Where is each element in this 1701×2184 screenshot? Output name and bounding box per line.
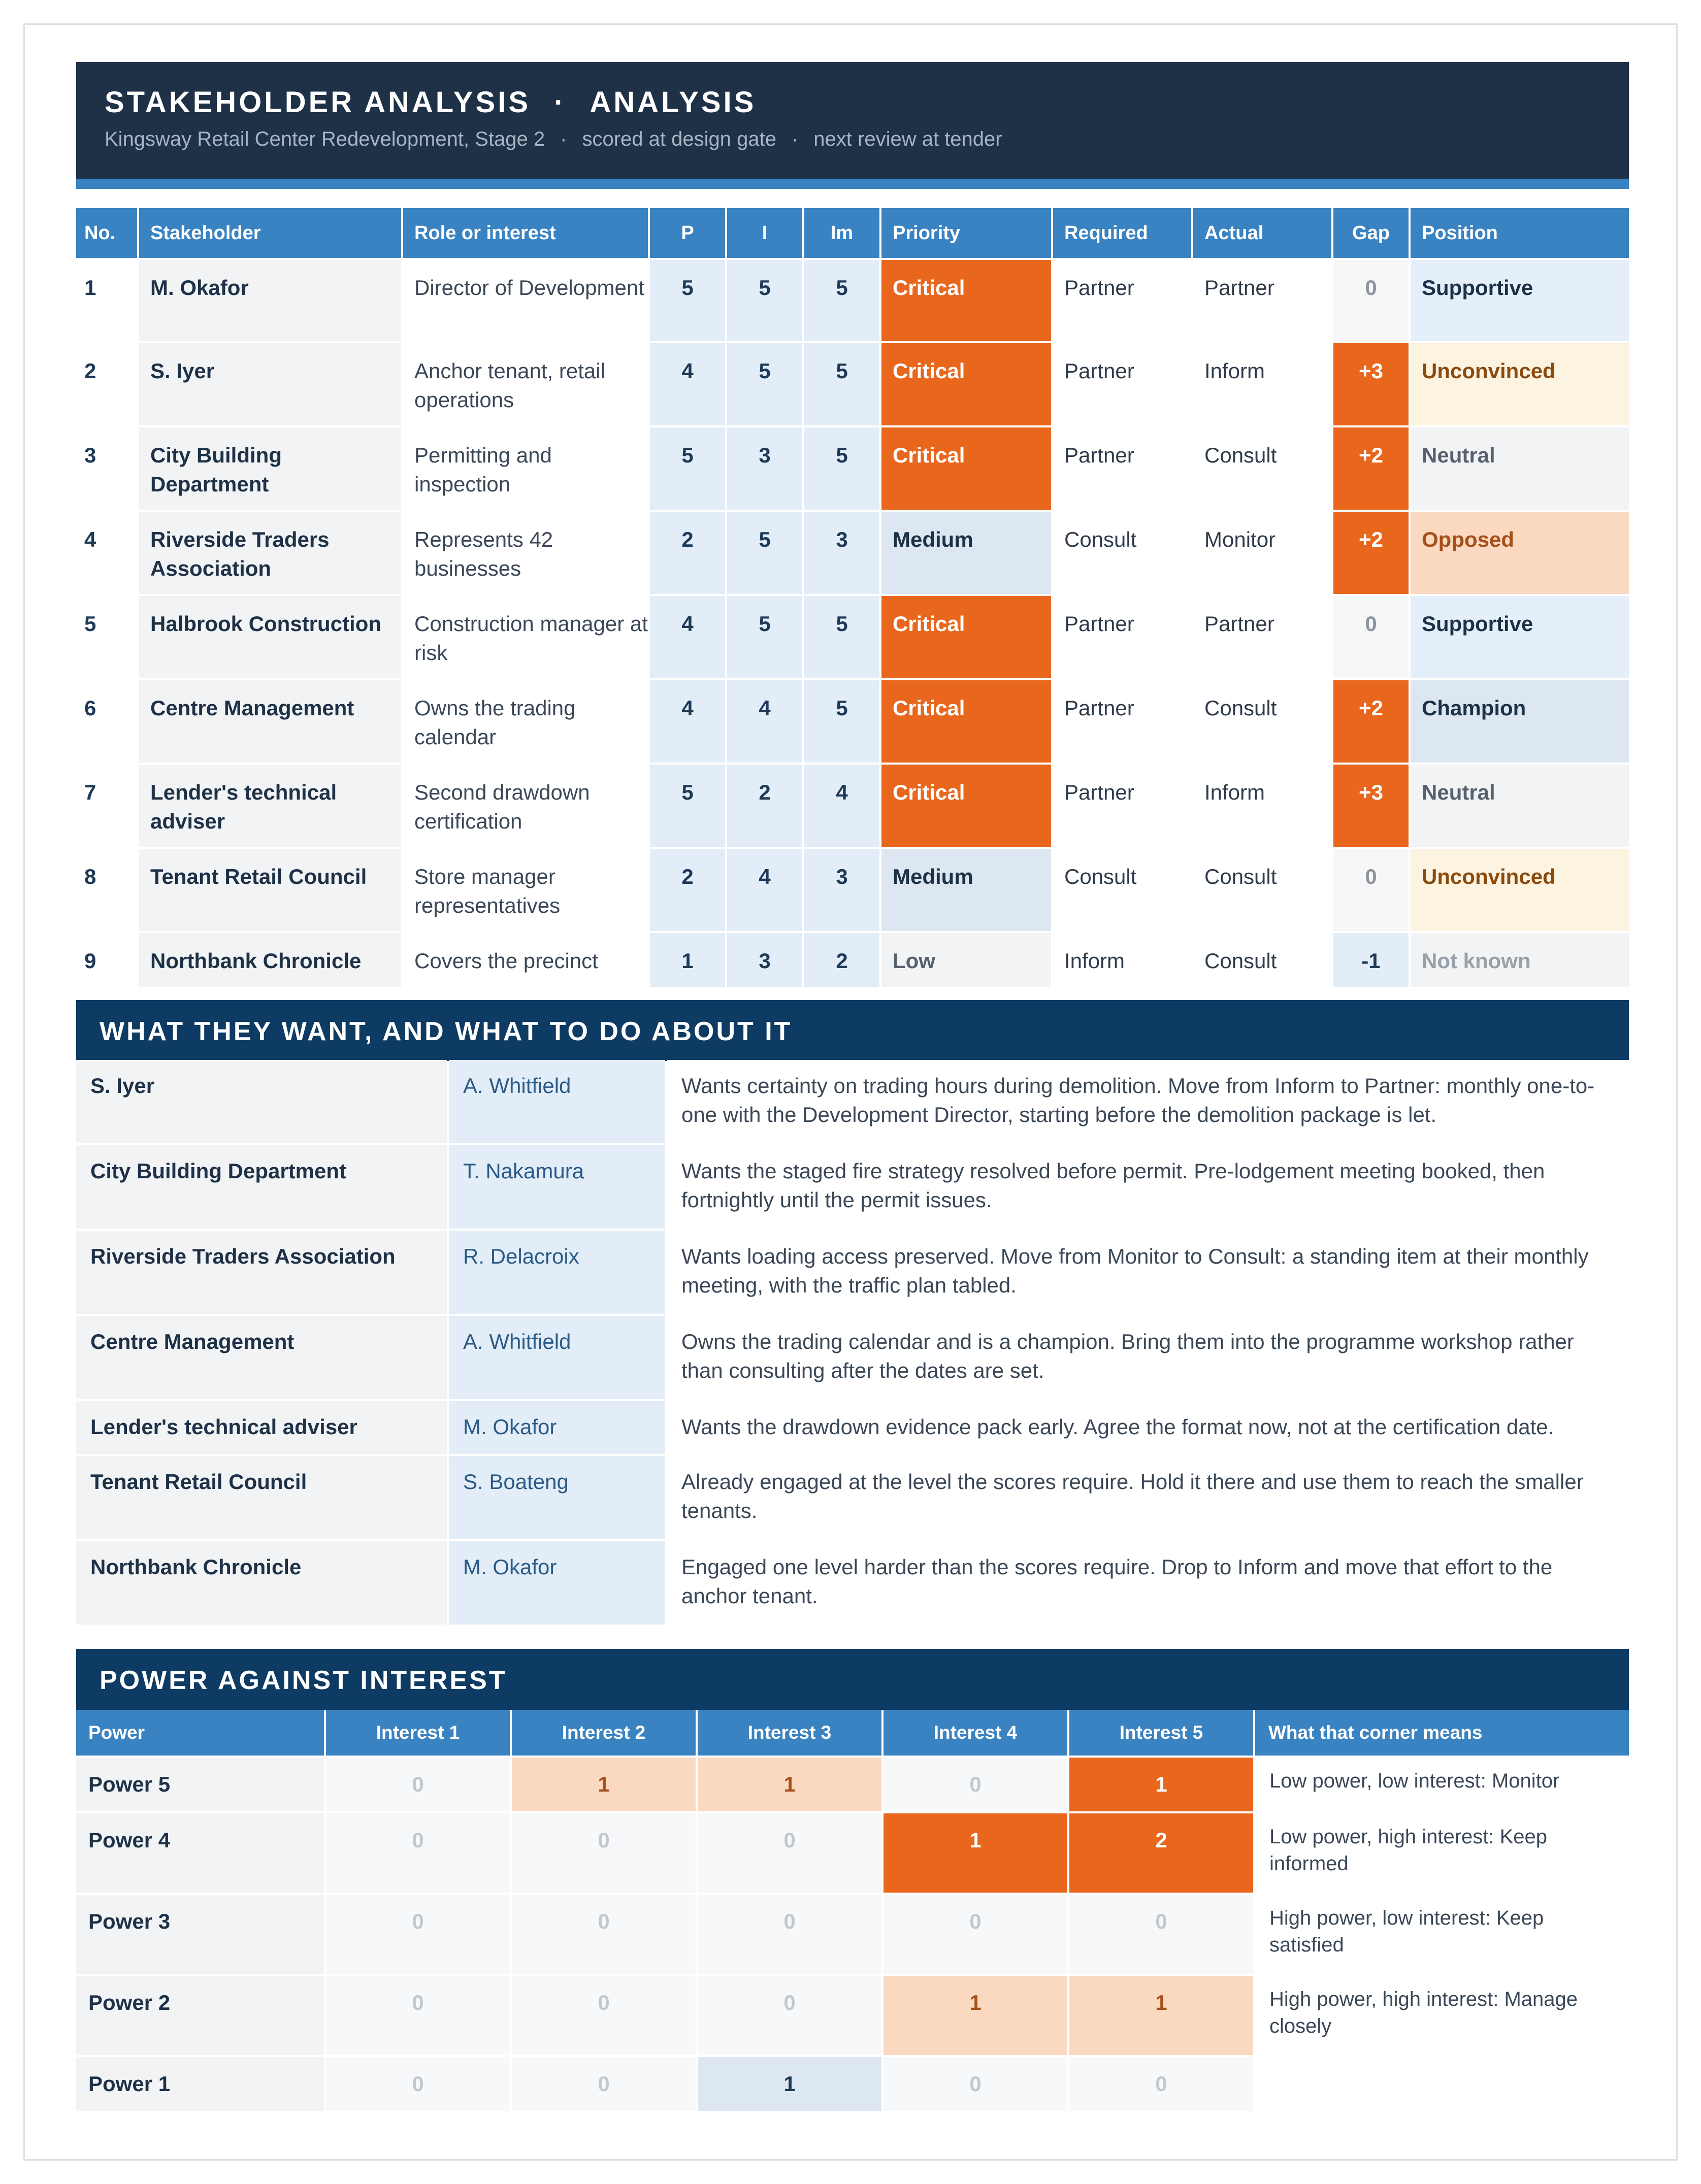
- title-separator: ·: [554, 86, 567, 119]
- register-cell-no: 3: [76, 427, 137, 510]
- register-cell-im: 3: [802, 849, 879, 931]
- grid-count-cell: 0: [324, 1813, 510, 1893]
- register-cell-name: Lender's technical adviser: [137, 765, 401, 847]
- register-cell-name: Riverside Traders Association: [137, 512, 401, 594]
- grid-count-cell: 0: [1067, 1895, 1253, 1974]
- register-cell-no: 5: [76, 596, 137, 678]
- action-stakeholder: Lender's technical adviser: [76, 1401, 447, 1454]
- action-stakeholder: Centre Management: [76, 1316, 447, 1399]
- register-column-header: Position: [1409, 208, 1629, 258]
- register-cell-position: Not known: [1409, 933, 1629, 987]
- register-cell-name: M. Okafor: [137, 260, 401, 341]
- action-text: Owns the trading calendar and is a champion. Bring them into the programme workshop rather than consulting after the dates are set.: [667, 1316, 1629, 1399]
- grid-section-title: POWER AGAINST INTEREST: [100, 1666, 507, 1695]
- wants-section-bar: [76, 1000, 1629, 1061]
- register-cell-actual: Consult: [1191, 427, 1331, 510]
- grid-row: [76, 1893, 1629, 1974]
- register-cell-required: Partner: [1051, 765, 1191, 847]
- grid-column-header: Interest 1: [324, 1710, 510, 1756]
- register-cell-im: 4: [802, 765, 879, 847]
- register-cell-gap: +3: [1331, 343, 1409, 425]
- register-cell-i: 4: [725, 680, 802, 763]
- actions-table: [76, 1060, 1629, 1625]
- project-name: Kingsway Retail Center Redevelopment, Stage 2: [105, 128, 545, 150]
- register-cell-required: Inform: [1051, 933, 1191, 987]
- register-cell-i: 4: [725, 849, 802, 931]
- grid-count-cell: 0: [881, 1758, 1067, 1811]
- register-cell-p: 4: [648, 596, 725, 678]
- grid-count-cell: 1: [510, 1758, 696, 1811]
- grid-count-cell: 0: [510, 1895, 696, 1974]
- grid-count-cell: 0: [510, 1976, 696, 2055]
- stakeholder-register-table: [76, 208, 1629, 987]
- register-row: [76, 341, 1629, 425]
- register-cell-im: 3: [802, 512, 879, 594]
- register-cell-i: 5: [725, 512, 802, 594]
- grid-corner-meaning: High power, high interest: Manage closely: [1253, 1976, 1629, 2055]
- grid-corner-meaning: Low power, high interest: Keep informed: [1253, 1813, 1629, 1893]
- register-row: [76, 594, 1629, 678]
- register-cell-gap: +2: [1331, 680, 1409, 763]
- register-cell-name: Tenant Retail Council: [137, 849, 401, 931]
- register-row: [76, 678, 1629, 763]
- page-title: [105, 85, 756, 119]
- grid-count-cell: 1: [881, 1976, 1067, 2055]
- register-column-header: Gap: [1331, 208, 1409, 258]
- register-cell-i: 3: [725, 427, 802, 510]
- register-cell-p: 2: [648, 849, 725, 931]
- grid-count-cell: 0: [510, 2057, 696, 2111]
- register-cell-required: Consult: [1051, 512, 1191, 594]
- register-cell-name: Northbank Chronicle: [137, 933, 401, 987]
- register-cell-name: Halbrook Construction: [137, 596, 401, 678]
- action-row: [76, 1060, 1629, 1143]
- register-row: [76, 258, 1629, 341]
- action-owner: R. Delacroix: [449, 1231, 665, 1314]
- grid-count-cell: 0: [324, 2057, 510, 2111]
- grid-count-cell: 0: [696, 1976, 881, 2055]
- scored-note: scored at design gate: [582, 128, 776, 150]
- register-cell-p: 2: [648, 512, 725, 594]
- page-subtitle: [105, 128, 1002, 151]
- grid-count-cell: 1: [881, 1813, 1067, 1893]
- register-column-header: Stakeholder: [137, 208, 401, 258]
- register-column-header: Actual: [1191, 208, 1331, 258]
- register-cell-no: 8: [76, 849, 137, 931]
- register-cell-role: Construction manager at risk: [401, 596, 648, 678]
- register-cell-no: 1: [76, 260, 137, 341]
- register-column-header: I: [725, 208, 802, 258]
- report-header: [76, 62, 1629, 189]
- register-cell-role: Anchor tenant, retail operations: [401, 343, 648, 425]
- action-row: [76, 1454, 1629, 1539]
- register-cell-priority: Low: [879, 933, 1051, 987]
- register-cell-required: Partner: [1051, 596, 1191, 678]
- grid-corner-meaning: Low power, low interest: Monitor: [1253, 1758, 1629, 1811]
- action-row: [76, 1229, 1629, 1314]
- register-cell-required: Consult: [1051, 849, 1191, 931]
- grid-count-cell: 0: [1067, 2057, 1253, 2111]
- grid-header-row: [76, 1710, 1629, 1756]
- register-cell-gap: 0: [1331, 849, 1409, 931]
- grid-column-header: What that corner means: [1253, 1710, 1629, 1756]
- grid-row: [76, 1756, 1629, 1811]
- action-stakeholder: Northbank Chronicle: [76, 1541, 447, 1625]
- grid-count-cell: 0: [324, 1758, 510, 1811]
- grid-row: [76, 1974, 1629, 2055]
- register-cell-role: Permitting and inspection: [401, 427, 648, 510]
- register-cell-priority: Critical: [879, 427, 1051, 510]
- register-cell-actual: Consult: [1191, 680, 1331, 763]
- register-column-header: Im: [802, 208, 879, 258]
- title-secondary: ANALYSIS: [590, 86, 757, 119]
- grid-power-label: Power 1: [76, 2057, 324, 2111]
- register-cell-role: Store manager representatives: [401, 849, 648, 931]
- register-row: [76, 931, 1629, 987]
- register-cell-i: 5: [725, 596, 802, 678]
- register-cell-name: Centre Management: [137, 680, 401, 763]
- register-cell-no: 7: [76, 765, 137, 847]
- grid-power-label: Power 4: [76, 1813, 324, 1893]
- register-cell-priority: Critical: [879, 596, 1051, 678]
- register-column-header: P: [648, 208, 725, 258]
- register-cell-required: Partner: [1051, 680, 1191, 763]
- register-cell-priority: Critical: [879, 260, 1051, 341]
- register-cell-actual: Partner: [1191, 596, 1331, 678]
- register-cell-p: 5: [648, 427, 725, 510]
- register-cell-gap: +3: [1331, 765, 1409, 847]
- grid-count-cell: 1: [1067, 1976, 1253, 2055]
- action-row: [76, 1314, 1629, 1399]
- action-owner: M. Okafor: [449, 1541, 665, 1625]
- register-cell-p: 5: [648, 765, 725, 847]
- action-stakeholder: City Building Department: [76, 1145, 447, 1229]
- grid-count-cell: 0: [510, 1813, 696, 1893]
- register-cell-position: Unconvinced: [1409, 849, 1629, 931]
- register-cell-gap: 0: [1331, 596, 1409, 678]
- register-cell-position: Opposed: [1409, 512, 1629, 594]
- register-cell-priority: Medium: [879, 512, 1051, 594]
- grid-column-header: Interest 3: [696, 1710, 881, 1756]
- register-cell-name: City Building Department: [137, 427, 401, 510]
- next-review-note: next review at tender: [813, 128, 1002, 150]
- register-header-row: [76, 208, 1629, 258]
- register-column-header: Required: [1051, 208, 1191, 258]
- register-cell-im: 5: [802, 427, 879, 510]
- grid-column-header: Interest 2: [510, 1710, 696, 1756]
- action-owner: A. Whitfield: [449, 1316, 665, 1399]
- register-cell-gap: +2: [1331, 427, 1409, 510]
- grid-power-label: Power 2: [76, 1976, 324, 2055]
- register-cell-gap: +2: [1331, 512, 1409, 594]
- register-cell-no: 6: [76, 680, 137, 763]
- grid-count-cell: 1: [696, 2057, 881, 2111]
- action-row: [76, 1539, 1629, 1625]
- grid-column-header: Interest 4: [881, 1710, 1067, 1756]
- power-interest-grid: [76, 1710, 1629, 2111]
- action-text: Wants the drawdown evidence pack early. Agree the format now, not at the certification date.: [667, 1401, 1629, 1454]
- action-text: Wants loading access preserved. Move from Monitor to Consult: a standing item at their monthly meeting, with the traffic plan tabled.: [667, 1231, 1629, 1314]
- grid-column-header: Interest 5: [1067, 1710, 1253, 1756]
- action-owner: S. Boateng: [449, 1456, 665, 1539]
- subtitle-separator: ·: [791, 128, 799, 150]
- register-cell-gap: 0: [1331, 260, 1409, 341]
- register-row: [76, 425, 1629, 510]
- register-cell-priority: Critical: [879, 765, 1051, 847]
- register-column-header: Role or interest: [401, 208, 648, 258]
- register-cell-priority: Critical: [879, 343, 1051, 425]
- header-accent-bar: [76, 179, 1629, 189]
- register-cell-i: 3: [725, 933, 802, 987]
- grid-count-cell: 0: [324, 1976, 510, 2055]
- register-column-header: Priority: [879, 208, 1051, 258]
- grid-count-cell: 0: [696, 1813, 881, 1893]
- register-cell-role: Director of Development: [401, 260, 648, 341]
- action-stakeholder: S. Iyer: [76, 1060, 447, 1143]
- grid-power-label: Power 3: [76, 1895, 324, 1974]
- grid-count-cell: 1: [1067, 1758, 1253, 1811]
- register-cell-required: Partner: [1051, 427, 1191, 510]
- grid-count-cell: 0: [881, 2057, 1067, 2111]
- register-cell-i: 2: [725, 765, 802, 847]
- register-cell-position: Unconvinced: [1409, 343, 1629, 425]
- register-cell-position: Neutral: [1409, 765, 1629, 847]
- action-text: Engaged one level harder than the scores require. Drop to Inform and move that effort to the anchor tenant.: [667, 1541, 1629, 1625]
- register-cell-im: 5: [802, 260, 879, 341]
- action-text: Wants the staged fire strategy resolved before permit. Pre-lodgement meeting booked, then fortnightly until the permit issues.: [667, 1145, 1629, 1229]
- register-cell-im: 5: [802, 680, 879, 763]
- action-row: [76, 1399, 1629, 1454]
- register-cell-required: Partner: [1051, 260, 1191, 341]
- register-row: [76, 510, 1629, 594]
- register-cell-actual: Inform: [1191, 765, 1331, 847]
- register-cell-actual: Partner: [1191, 260, 1331, 341]
- register-cell-actual: Consult: [1191, 849, 1331, 931]
- register-cell-role: Represents 42 businesses: [401, 512, 648, 594]
- register-cell-i: 5: [725, 343, 802, 425]
- grid-power-label: Power 5: [76, 1758, 324, 1811]
- grid-count-cell: 0: [696, 1895, 881, 1974]
- register-cell-no: 9: [76, 933, 137, 987]
- register-cell-actual: Inform: [1191, 343, 1331, 425]
- register-row: [76, 847, 1629, 931]
- grid-count-cell: 2: [1067, 1813, 1253, 1893]
- register-cell-priority: Critical: [879, 680, 1051, 763]
- register-cell-name: S. Iyer: [137, 343, 401, 425]
- register-cell-no: 2: [76, 343, 137, 425]
- register-cell-role: Second drawdown certification: [401, 765, 648, 847]
- register-cell-role: Owns the trading calendar: [401, 680, 648, 763]
- grid-row: [76, 1811, 1629, 1893]
- action-text: Wants certainty on trading hours during demolition. Move from Inform to Partner: monthly one-to-one with the Development Director, starting before the demolition package is let.: [667, 1060, 1629, 1143]
- register-cell-role: Covers the precinct: [401, 933, 648, 987]
- action-owner: T. Nakamura: [449, 1145, 665, 1229]
- action-text: Already engaged at the level the scores require. Hold it there and use them to reach the smaller tenants.: [667, 1456, 1629, 1539]
- register-cell-i: 5: [725, 260, 802, 341]
- register-cell-p: 5: [648, 260, 725, 341]
- grid-column-header: Power: [88, 1722, 145, 1743]
- register-cell-priority: Medium: [879, 849, 1051, 931]
- register-cell-p: 1: [648, 933, 725, 987]
- wants-section-title: WHAT THEY WANT, AND WHAT TO DO ABOUT IT: [100, 1017, 793, 1046]
- action-row: [76, 1143, 1629, 1229]
- action-stakeholder: Riverside Traders Association: [76, 1231, 447, 1314]
- register-cell-im: 2: [802, 933, 879, 987]
- grid-corner-meaning: [1253, 2057, 1629, 2111]
- subtitle-separator: ·: [560, 128, 567, 150]
- register-cell-im: 5: [802, 343, 879, 425]
- register-cell-actual: Monitor: [1191, 512, 1331, 594]
- action-stakeholder: Tenant Retail Council: [76, 1456, 447, 1539]
- register-cell-position: Neutral: [1409, 427, 1629, 510]
- grid-count-cell: 0: [881, 1895, 1067, 1974]
- grid-section-bar: [76, 1649, 1629, 1710]
- register-cell-actual: Consult: [1191, 933, 1331, 987]
- grid-corner-meaning: High power, low interest: Keep satisfied: [1253, 1895, 1629, 1974]
- action-owner: M. Okafor: [449, 1401, 665, 1454]
- register-cell-required: Partner: [1051, 343, 1191, 425]
- action-owner: A. Whitfield: [449, 1060, 665, 1143]
- register-cell-no: 4: [76, 512, 137, 594]
- grid-count-cell: 0: [324, 1895, 510, 1974]
- register-cell-p: 4: [648, 680, 725, 763]
- register-cell-im: 5: [802, 596, 879, 678]
- grid-row: [76, 2055, 1629, 2111]
- grid-count-cell: 1: [696, 1758, 881, 1811]
- register-cell-position: Supportive: [1409, 596, 1629, 678]
- register-cell-position: Supportive: [1409, 260, 1629, 341]
- register-row: [76, 763, 1629, 847]
- register-cell-gap: -1: [1331, 933, 1409, 987]
- register-column-header: No.: [84, 222, 116, 244]
- register-cell-p: 4: [648, 343, 725, 425]
- register-cell-position: Champion: [1409, 680, 1629, 763]
- title-main: STAKEHOLDER ANALYSIS: [105, 86, 531, 119]
